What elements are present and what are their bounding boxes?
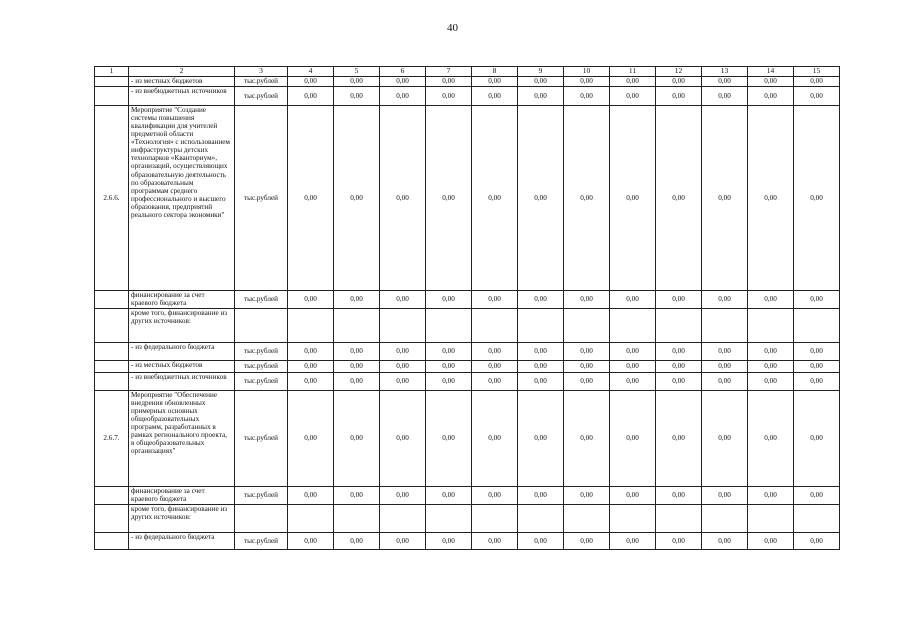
row-code xyxy=(95,343,129,361)
row-code xyxy=(95,77,129,87)
value-cell: 0,00 xyxy=(702,87,748,106)
row-description: - из внебюджетных источников xyxy=(129,373,235,391)
column-header-14: 14 xyxy=(748,67,794,77)
row-code xyxy=(95,361,129,373)
row-description: кроме того, финансирование из других источников: xyxy=(129,505,235,533)
value-cell xyxy=(380,505,426,533)
value-cell xyxy=(610,505,656,533)
value-cell xyxy=(702,309,748,343)
column-header-9: 9 xyxy=(518,67,564,77)
table-row xyxy=(95,505,840,533)
value-cell: 0,00 xyxy=(794,343,840,361)
value-cell: 0,00 xyxy=(610,291,656,309)
value-cell xyxy=(472,309,518,343)
value-cell: 0,00 xyxy=(610,373,656,391)
value-cell: 0,00 xyxy=(380,87,426,106)
row-unit: тыс.рублей xyxy=(235,373,288,391)
value-cell: 0,00 xyxy=(794,533,840,550)
value-cell: 0,00 xyxy=(656,533,702,550)
value-cell xyxy=(334,309,380,343)
value-cell: 0,00 xyxy=(380,106,426,291)
row-code xyxy=(95,533,129,550)
column-header-3: 3 xyxy=(235,67,288,77)
value-cell: 0,00 xyxy=(748,291,794,309)
row-code xyxy=(95,309,129,343)
row-unit: тыс.рублей xyxy=(235,106,288,291)
row-code: 2.6.7. xyxy=(95,391,129,487)
column-header-11: 11 xyxy=(610,67,656,77)
value-cell: 0,00 xyxy=(518,77,564,87)
value-cell: 0,00 xyxy=(426,487,472,505)
table-row xyxy=(95,391,840,487)
row-unit: тыс.рублей xyxy=(235,291,288,309)
value-cell: 0,00 xyxy=(748,361,794,373)
row-unit: тыс.рублей xyxy=(235,361,288,373)
row-description: - из местных бюджетов xyxy=(129,361,235,373)
row-description: - из федерального бюджета xyxy=(129,533,235,550)
column-header-1: 1 xyxy=(95,67,129,77)
value-cell xyxy=(794,505,840,533)
row-description: Мероприятие "Обеспечение внедрения обновленных примерных основных общеобразовательных программ, разработанных в рамках регионального проекта, в общеобразовательных организациях" xyxy=(129,391,235,487)
value-cell: 0,00 xyxy=(748,533,794,550)
value-cell: 0,00 xyxy=(610,106,656,291)
value-cell: 0,00 xyxy=(334,291,380,309)
row-code xyxy=(95,87,129,106)
value-cell: 0,00 xyxy=(426,106,472,291)
value-cell: 0,00 xyxy=(288,391,334,487)
value-cell: 0,00 xyxy=(794,373,840,391)
value-cell: 0,00 xyxy=(794,106,840,291)
value-cell: 0,00 xyxy=(610,87,656,106)
value-cell: 0,00 xyxy=(748,87,794,106)
value-cell: 0,00 xyxy=(702,391,748,487)
value-cell: 0,00 xyxy=(748,391,794,487)
table-row xyxy=(95,533,840,550)
value-cell: 0,00 xyxy=(380,291,426,309)
value-cell: 0,00 xyxy=(288,487,334,505)
value-cell: 0,00 xyxy=(564,106,610,291)
row-description: финансирование за счет краевого бюджета xyxy=(129,487,235,505)
column-header-7: 7 xyxy=(426,67,472,77)
row-unit: тыс.рублей xyxy=(235,87,288,106)
value-cell: 0,00 xyxy=(472,361,518,373)
value-cell xyxy=(656,309,702,343)
value-cell: 0,00 xyxy=(794,361,840,373)
value-cell: 0,00 xyxy=(288,343,334,361)
value-cell: 0,00 xyxy=(564,391,610,487)
value-cell: 0,00 xyxy=(702,373,748,391)
value-cell: 0,00 xyxy=(610,361,656,373)
value-cell xyxy=(794,309,840,343)
value-cell: 0,00 xyxy=(472,533,518,550)
value-cell: 0,00 xyxy=(380,391,426,487)
row-unit xyxy=(235,505,288,533)
value-cell xyxy=(656,505,702,533)
table-row xyxy=(95,77,840,87)
row-code: 2.6.6. xyxy=(95,106,129,291)
row-description: - из местных бюджетов xyxy=(129,77,235,87)
value-cell: 0,00 xyxy=(334,533,380,550)
row-description: - из федерального бюджета xyxy=(129,343,235,361)
value-cell: 0,00 xyxy=(426,291,472,309)
row-description: - из внебюджетных источников xyxy=(129,87,235,106)
table-row xyxy=(95,343,840,361)
value-cell: 0,00 xyxy=(564,87,610,106)
table-row xyxy=(95,361,840,373)
value-cell: 0,00 xyxy=(564,291,610,309)
value-cell xyxy=(518,309,564,343)
value-cell: 0,00 xyxy=(794,487,840,505)
value-cell: 0,00 xyxy=(380,343,426,361)
row-code xyxy=(95,487,129,505)
column-header-15: 15 xyxy=(794,67,840,77)
value-cell: 0,00 xyxy=(334,87,380,106)
value-cell: 0,00 xyxy=(518,291,564,309)
value-cell: 0,00 xyxy=(334,391,380,487)
value-cell: 0,00 xyxy=(334,343,380,361)
value-cell xyxy=(610,309,656,343)
table-body xyxy=(95,77,840,550)
value-cell: 0,00 xyxy=(518,487,564,505)
value-cell: 0,00 xyxy=(748,487,794,505)
value-cell: 0,00 xyxy=(472,291,518,309)
column-header-4: 4 xyxy=(288,67,334,77)
value-cell: 0,00 xyxy=(426,77,472,87)
value-cell xyxy=(334,505,380,533)
value-cell: 0,00 xyxy=(564,343,610,361)
value-cell: 0,00 xyxy=(656,106,702,291)
table-row xyxy=(95,291,840,309)
row-code xyxy=(95,373,129,391)
value-cell: 0,00 xyxy=(426,87,472,106)
value-cell: 0,00 xyxy=(334,361,380,373)
value-cell: 0,00 xyxy=(610,343,656,361)
value-cell xyxy=(426,309,472,343)
value-cell: 0,00 xyxy=(518,373,564,391)
value-cell: 0,00 xyxy=(702,487,748,505)
value-cell: 0,00 xyxy=(702,361,748,373)
value-cell: 0,00 xyxy=(426,533,472,550)
column-header-8: 8 xyxy=(472,67,518,77)
value-cell: 0,00 xyxy=(702,291,748,309)
row-unit: тыс.рублей xyxy=(235,533,288,550)
value-cell: 0,00 xyxy=(426,373,472,391)
row-code xyxy=(95,291,129,309)
value-cell: 0,00 xyxy=(518,106,564,291)
value-cell: 0,00 xyxy=(288,291,334,309)
value-cell: 0,00 xyxy=(380,373,426,391)
value-cell: 0,00 xyxy=(518,533,564,550)
column-header-2: 2 xyxy=(129,67,235,77)
value-cell: 0,00 xyxy=(564,533,610,550)
table-row xyxy=(95,487,840,505)
value-cell: 0,00 xyxy=(380,77,426,87)
value-cell: 0,00 xyxy=(794,291,840,309)
value-cell: 0,00 xyxy=(748,343,794,361)
row-unit: тыс.рублей xyxy=(235,487,288,505)
column-header-6: 6 xyxy=(380,67,426,77)
value-cell: 0,00 xyxy=(518,343,564,361)
row-unit: тыс.рублей xyxy=(235,77,288,87)
value-cell: 0,00 xyxy=(472,373,518,391)
value-cell: 0,00 xyxy=(472,77,518,87)
value-cell: 0,00 xyxy=(334,77,380,87)
value-cell: 0,00 xyxy=(656,391,702,487)
column-header-5: 5 xyxy=(334,67,380,77)
value-cell: 0,00 xyxy=(518,87,564,106)
value-cell: 0,00 xyxy=(472,106,518,291)
value-cell: 0,00 xyxy=(748,106,794,291)
table-header xyxy=(95,67,840,77)
value-cell xyxy=(426,505,472,533)
value-cell: 0,00 xyxy=(702,77,748,87)
value-cell: 0,00 xyxy=(288,361,334,373)
value-cell: 0,00 xyxy=(610,533,656,550)
value-cell xyxy=(748,309,794,343)
value-cell: 0,00 xyxy=(794,391,840,487)
value-cell: 0,00 xyxy=(472,487,518,505)
value-cell: 0,00 xyxy=(518,361,564,373)
value-cell: 0,00 xyxy=(472,343,518,361)
value-cell xyxy=(472,505,518,533)
row-description: Мероприятие "Создание системы повышения квалификации для учителей предметной области «Технология» с использованием инфраструктуры детских технопарков «Кванториум», организаций, осуществляющих образовательную деятельность по образовательным программам среднего профессионального и высшего образования, предприятий реального сектора экономики" xyxy=(129,106,235,291)
row-description: финансирование за счет краевого бюджета xyxy=(129,291,235,309)
value-cell: 0,00 xyxy=(794,87,840,106)
value-cell: 0,00 xyxy=(610,77,656,87)
column-header-12: 12 xyxy=(656,67,702,77)
value-cell: 0,00 xyxy=(288,77,334,87)
value-cell: 0,00 xyxy=(610,391,656,487)
value-cell: 0,00 xyxy=(334,373,380,391)
column-header-10: 10 xyxy=(564,67,610,77)
value-cell: 0,00 xyxy=(288,373,334,391)
value-cell: 0,00 xyxy=(518,391,564,487)
value-cell: 0,00 xyxy=(380,487,426,505)
value-cell: 0,00 xyxy=(656,87,702,106)
value-cell: 0,00 xyxy=(334,106,380,291)
table-row xyxy=(95,87,840,106)
value-cell: 0,00 xyxy=(426,361,472,373)
header-row xyxy=(95,67,840,77)
value-cell: 0,00 xyxy=(656,373,702,391)
table-row xyxy=(95,309,840,343)
budget-table xyxy=(94,66,840,550)
value-cell xyxy=(702,505,748,533)
row-description: кроме того, финансирование из других источников: xyxy=(129,309,235,343)
value-cell: 0,00 xyxy=(656,291,702,309)
value-cell xyxy=(518,505,564,533)
value-cell xyxy=(288,309,334,343)
value-cell: 0,00 xyxy=(564,77,610,87)
value-cell: 0,00 xyxy=(656,487,702,505)
value-cell xyxy=(288,505,334,533)
value-cell: 0,00 xyxy=(748,373,794,391)
value-cell xyxy=(564,505,610,533)
table-row xyxy=(95,373,840,391)
value-cell: 0,00 xyxy=(564,487,610,505)
value-cell: 0,00 xyxy=(656,361,702,373)
row-unit: тыс.рублей xyxy=(235,391,288,487)
value-cell: 0,00 xyxy=(656,343,702,361)
value-cell xyxy=(380,309,426,343)
value-cell: 0,00 xyxy=(610,487,656,505)
page-number: 40 xyxy=(447,22,458,34)
row-code xyxy=(95,505,129,533)
value-cell: 0,00 xyxy=(334,487,380,505)
value-cell: 0,00 xyxy=(426,391,472,487)
value-cell: 0,00 xyxy=(702,106,748,291)
value-cell: 0,00 xyxy=(288,87,334,106)
value-cell: 0,00 xyxy=(288,533,334,550)
value-cell: 0,00 xyxy=(564,361,610,373)
value-cell: 0,00 xyxy=(748,77,794,87)
value-cell: 0,00 xyxy=(472,391,518,487)
column-header-13: 13 xyxy=(702,67,748,77)
value-cell: 0,00 xyxy=(472,87,518,106)
value-cell: 0,00 xyxy=(380,361,426,373)
value-cell: 0,00 xyxy=(288,106,334,291)
row-unit xyxy=(235,309,288,343)
value-cell: 0,00 xyxy=(564,373,610,391)
table-row xyxy=(95,106,840,291)
value-cell xyxy=(748,505,794,533)
value-cell xyxy=(564,309,610,343)
value-cell: 0,00 xyxy=(656,77,702,87)
value-cell: 0,00 xyxy=(426,343,472,361)
value-cell: 0,00 xyxy=(380,533,426,550)
value-cell: 0,00 xyxy=(702,343,748,361)
value-cell: 0,00 xyxy=(702,533,748,550)
row-unit: тыс.рублей xyxy=(235,343,288,361)
value-cell: 0,00 xyxy=(794,77,840,87)
